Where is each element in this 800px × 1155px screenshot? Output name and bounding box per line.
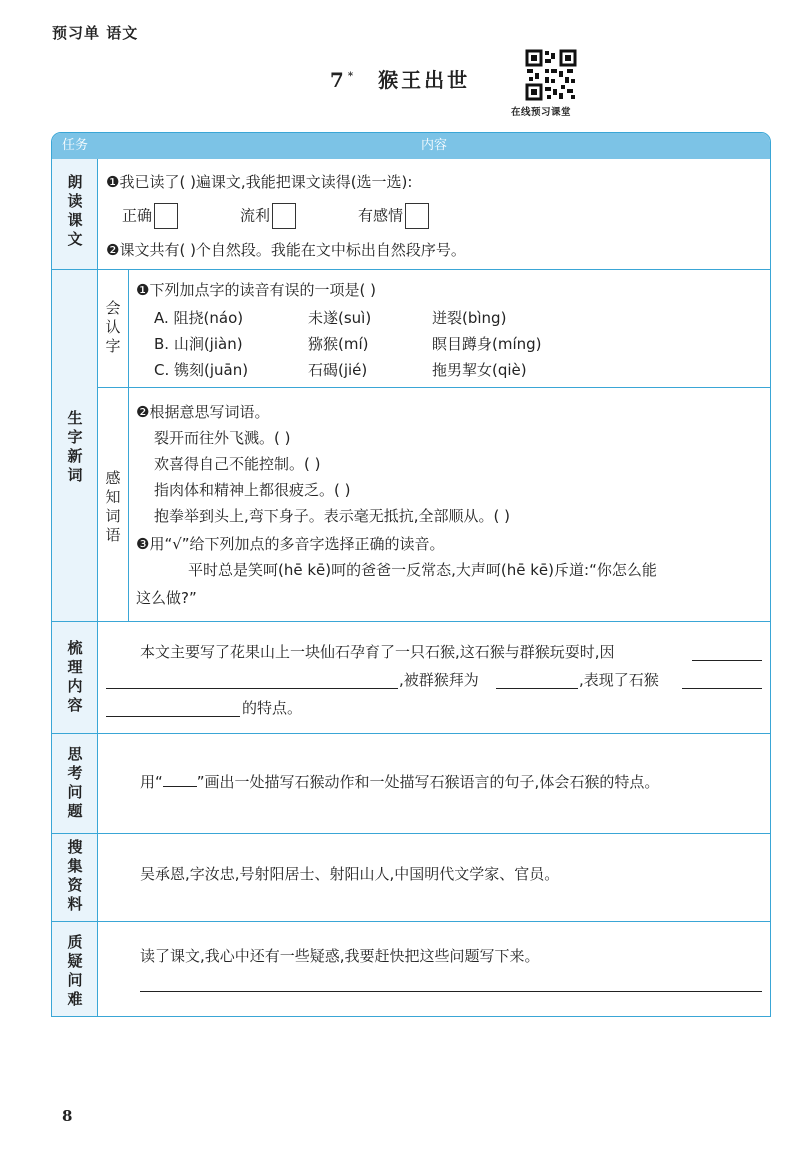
- reading-q2: ❷课文共有( )个自然段。我能在文中标出自然段序号。: [106, 241, 466, 259]
- row-divider: [52, 921, 770, 922]
- polyphone-sentence-2: 这么做?”: [136, 589, 197, 607]
- lesson-title: 猴王出世: [378, 68, 471, 92]
- meaning-4: 抱拳举到头上,弯下身子。表示毫无抵抗,全部顺从。( ): [154, 507, 511, 525]
- page-number: 8: [62, 1107, 73, 1125]
- sublabel-recognize: 会 认 字: [105, 299, 121, 355]
- option-b-3: 瞑目蹲身(míng): [432, 335, 542, 353]
- row-divider: [52, 621, 770, 622]
- task-collect: 搜 集 资 料: [67, 838, 83, 913]
- meaning-1: 裂开而往外飞溅。( ): [154, 429, 291, 447]
- task-reading: 朗 读 课 文: [67, 173, 83, 248]
- reading-option-1: 正确: [122, 203, 178, 229]
- summary-line-2a: ,被群猴拜为: [399, 671, 479, 689]
- summary-blank-5[interactable]: [106, 716, 240, 717]
- reading-q1: ❶我已读了( )遍课文,我能把课文读得(选一选):: [106, 173, 413, 191]
- checkbox[interactable]: [272, 203, 296, 229]
- question-text: 读了课文,我心中还有一些疑惑,我要赶快把这些问题写下来。: [140, 947, 540, 965]
- subcolumn-divider: [128, 269, 129, 621]
- row-divider: [52, 733, 770, 734]
- task-think: 思 考 问 题: [67, 745, 83, 820]
- task-words: 生 字 新 词: [67, 409, 83, 484]
- think-text: 用“ ”画出一处描写石猴动作和一处描写石猴语言的句子,体会石猴的特点。: [140, 773, 660, 791]
- perceive-question: ❷根据意思写词语。: [136, 403, 270, 421]
- option-c-3: 拖男挈女(qiè): [432, 361, 527, 379]
- summary-blank-4[interactable]: [682, 688, 762, 689]
- column-header-task: 任务: [61, 138, 88, 153]
- recognize-question: ❶下列加点字的读音有误的一项是( ): [136, 281, 376, 299]
- polyphone-sentence-1: 平时总是笑呵(hē kē)呵的爸爸一反常态,大声呵(hē kē)斥道:“你怎么能: [188, 561, 657, 579]
- summary-line-3: 的特点。: [242, 699, 303, 717]
- meaning-2: 欢喜得自己不能控制。( ): [154, 455, 321, 473]
- reading-option-3: 有感情: [358, 203, 429, 229]
- option-c-2: 石碣(jié): [308, 361, 368, 379]
- sublabel-perceive: 感 知 词 语: [105, 469, 121, 544]
- subrow-divider: [98, 387, 770, 388]
- column-header-content: 内容: [420, 138, 447, 153]
- lesson-title-block: [0, 64, 800, 93]
- checkbox[interactable]: [154, 203, 178, 229]
- option-b-2: 猕猴(mí): [308, 335, 369, 353]
- checkbox[interactable]: [405, 203, 429, 229]
- summary-blank-2[interactable]: [106, 688, 398, 689]
- option-a-3: 迸裂(bìng): [432, 309, 507, 327]
- page-header: 预习单 语文: [52, 24, 139, 42]
- row-divider: [52, 269, 770, 270]
- summary-line-1: 本文主要写了花果山上一块仙石孕育了一只石猴,这石猴与群猴玩耍时,因: [140, 643, 615, 661]
- task-question: 质 疑 问 难: [67, 933, 83, 1008]
- meaning-3: 指肉体和精神上都很疲乏。( ): [154, 481, 351, 499]
- qr-code-icon[interactable]: [525, 49, 577, 101]
- summary-blank-3[interactable]: [496, 688, 578, 689]
- reading-option-2: 流利: [240, 203, 296, 229]
- collect-text: 吴承恩,字汝忠,号射阳居士、射阳山人,中国明代文学家、官员。: [140, 865, 560, 883]
- preview-table: [51, 132, 771, 1017]
- row-divider: [52, 833, 770, 834]
- table-header: [52, 133, 770, 159]
- summary-line-2b: ,表现了石猴: [579, 671, 659, 689]
- lesson-number: 7*: [329, 68, 357, 92]
- summary-blank-1[interactable]: [692, 660, 762, 661]
- option-a-2: 未遂(suì): [308, 309, 372, 327]
- polyphone-question: ❸用“√”给下列加点的多音字选择正确的读音。: [136, 535, 445, 553]
- option-c-1: C. 镌刻(juān): [154, 361, 249, 379]
- option-b-1: B. 山涧(jiàn): [154, 335, 243, 353]
- question-answer-line[interactable]: [140, 991, 762, 992]
- task-summary: 梳 理 内 容: [67, 639, 83, 714]
- option-a-1: A. 阻挠(náo): [154, 309, 244, 327]
- qr-label: 在线预习课堂: [511, 107, 572, 118]
